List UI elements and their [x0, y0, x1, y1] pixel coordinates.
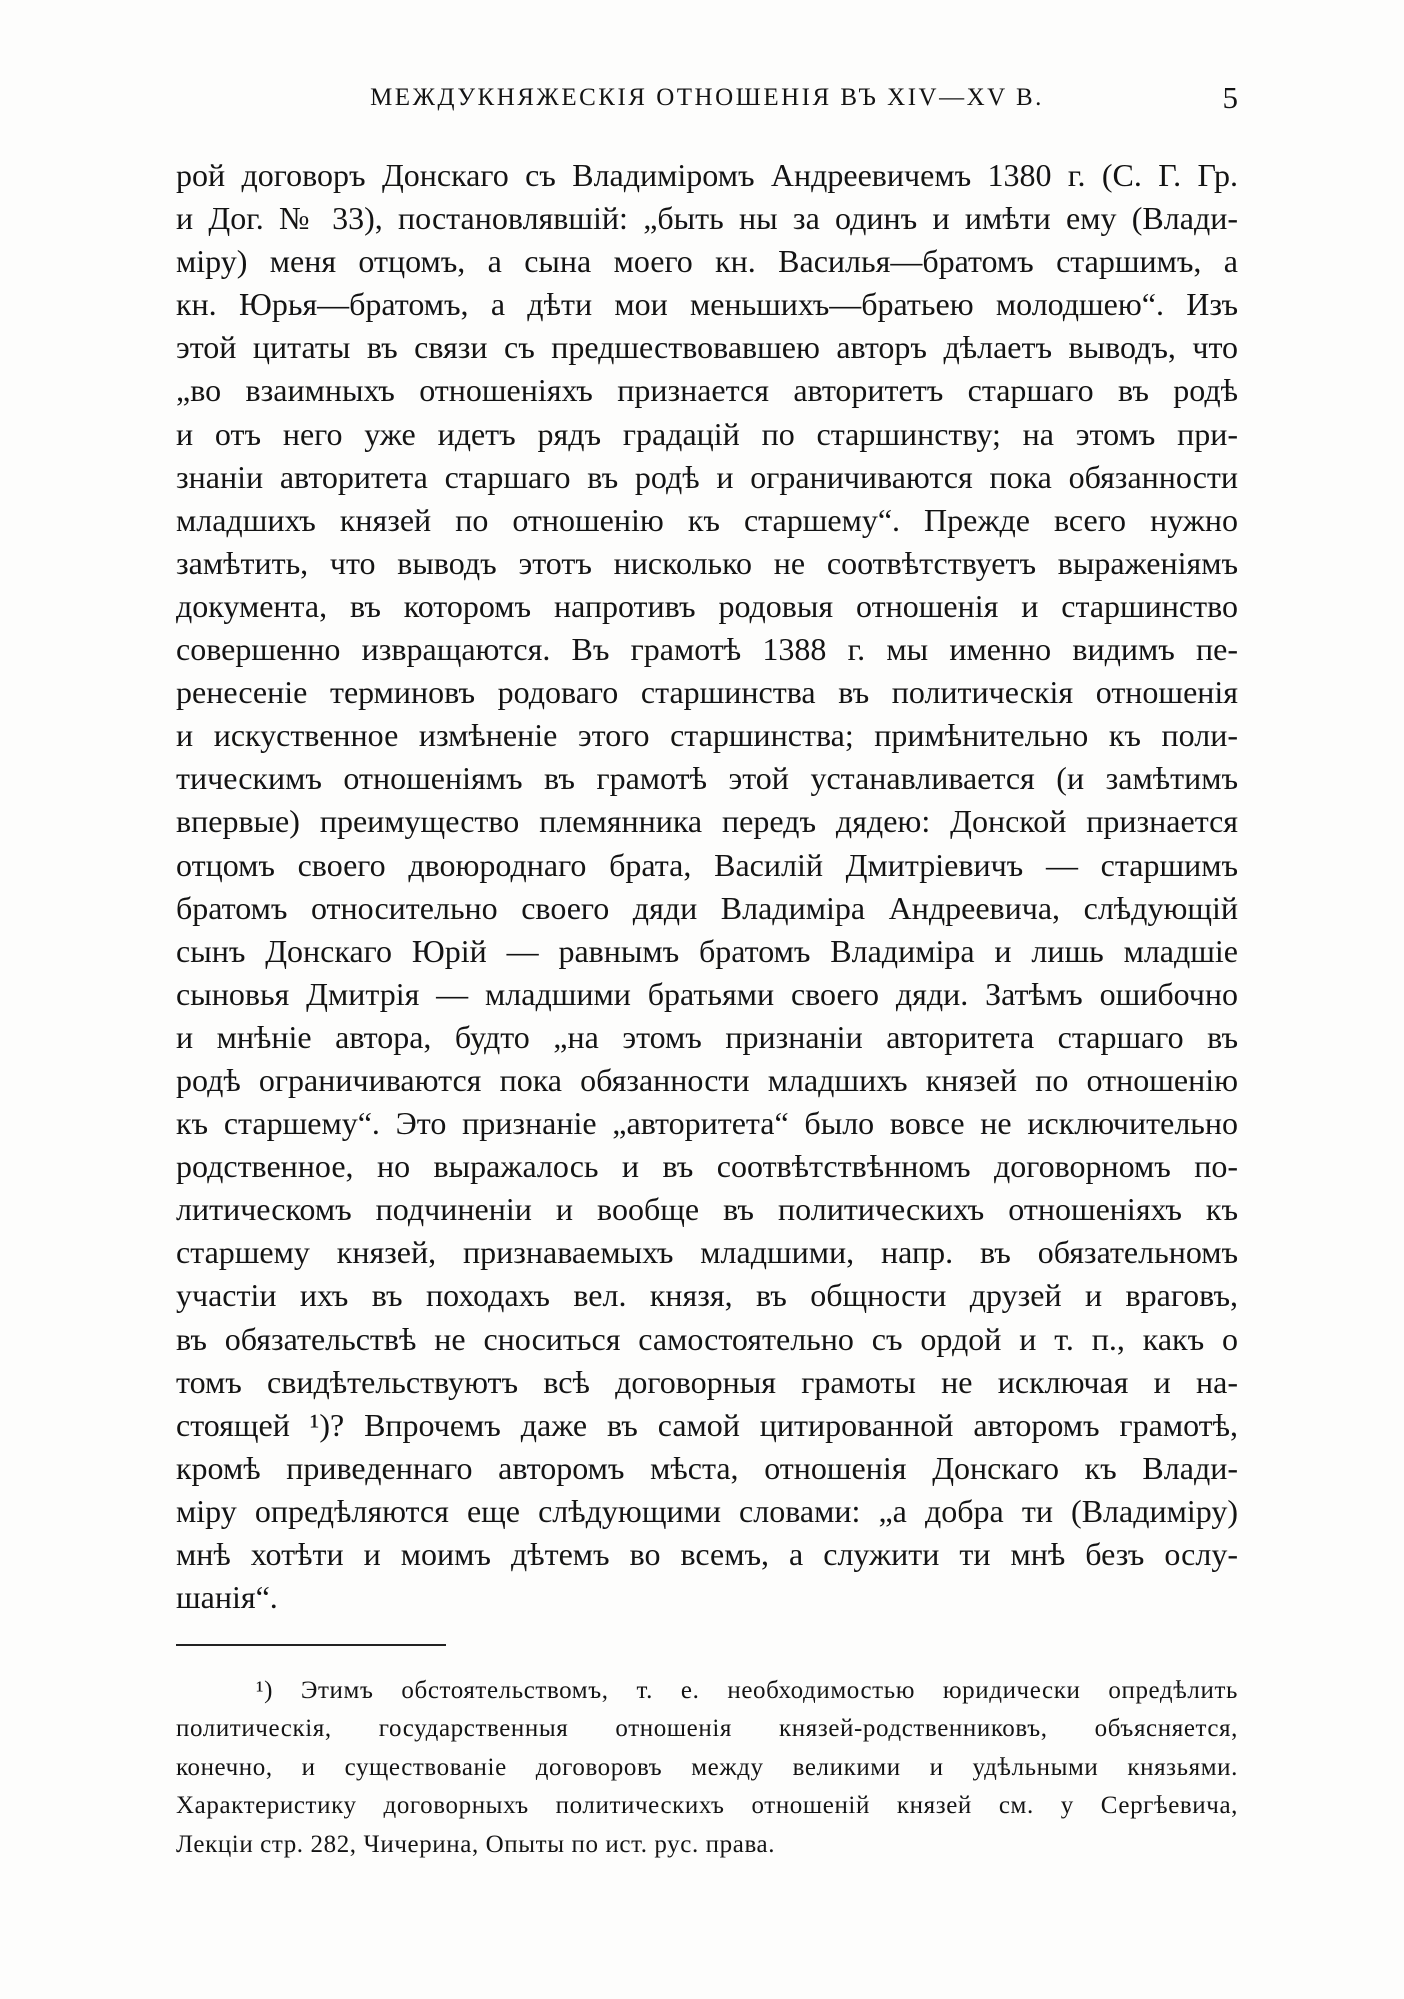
text-line: къ старшему“. Это признаніе „авторитета“ было вовсе не исключительно: [176, 1105, 1238, 1142]
text-line: замѣтить, что выводъ этотъ нисколько не соотвѣтствуетъ выраженіямъ: [176, 544, 1238, 581]
text-line: отцомъ своего двоюроднаго брата, Василій Дмитріевичъ — старшимъ: [176, 846, 1238, 883]
running-header: [176, 80, 1238, 120]
footnote-line: политическія, государственныя отношенія князей-родственниковъ, объясняется,: [176, 1715, 1238, 1743]
text-line: младшихъ князей по отношенію къ старшему“. Прежде всего нужно: [176, 501, 1238, 538]
text-line: документа, въ которомъ напротивъ родовыя отношенія и старшинство: [176, 587, 1238, 624]
footnote: [176, 1672, 1238, 1864]
text-line: и Дог. № 33), постановлявшій: „быть ны за одинъ и имѣти ему (Влади-: [176, 200, 1238, 237]
text-line: совершенно извращаются. Въ грамотѣ 1388 г. мы именно видимъ пе-: [176, 631, 1238, 668]
text-line: шанія“.: [176, 1579, 278, 1616]
text-line: міру) меня отцомъ, а сына моего кн. Василья—братомъ старшимъ, а: [176, 243, 1238, 280]
text-line: міру опредѣляются еще слѣдующими словами: „а добра ти (Владиміру): [176, 1492, 1238, 1529]
text-line: этой цитаты въ связи съ предшествовавшею авторъ дѣлаетъ выводъ, что: [176, 329, 1238, 366]
text-line: впервые) преимущество племянника передъ дядею: Донской признается: [176, 803, 1238, 840]
text-line: сыновья Дмитрія — младшими братьями своего дяди. Затѣмъ ошибочно: [176, 975, 1238, 1012]
text-line: ренесеніе терминовъ родоваго старшинства въ политическія отношенія: [176, 674, 1238, 711]
text-line: родѣ ограничиваются пока обязанности младшихъ князей по отношенію: [176, 1061, 1238, 1098]
text-line: тическимъ отношеніямъ въ грамотѣ этой устанавливается (и замѣтимъ: [176, 760, 1238, 797]
text-line: мнѣ хотѣти и моимъ дѣтемъ во всемъ, а служити ти мнѣ безъ ослу-: [176, 1536, 1238, 1572]
footnote-line: ¹) Этимъ обстоятельствомъ, т. е. необходимостью юридически опредѣлить: [256, 1677, 1238, 1704]
text-line: участіи ихъ въ походахъ вел. князя, въ общности друзей и враговъ,: [176, 1277, 1238, 1314]
text-line: стоящей ¹)? Впрочемъ даже въ самой цитированной авторомъ грамотѣ,: [176, 1406, 1238, 1443]
text-line: родственное, но выражалось и въ соотвѣтствѣнномъ договорномъ по-: [176, 1148, 1238, 1185]
running-title: МЕЖДУКНЯЖЕСКІЯ ОТНОШЕНІЯ ВЪ XIV—XV В.: [370, 84, 1044, 111]
text-line: „во взаимныхъ отношеніяхъ признается авторитетъ старшаго въ родѣ: [176, 372, 1238, 409]
footnote-line: конечно, и существованіе договоровъ между великими и удѣльными князьями.: [176, 1753, 1238, 1781]
page-number: 5: [1222, 80, 1238, 115]
main-text: [176, 154, 1238, 1624]
footnote-line: Характеристику договорныхъ политическихъ отношеній князей см. у Сергѣевича,: [176, 1792, 1238, 1820]
text-line: въ обязательствѣ не сноситься самостоятельно съ ордой и т. п., какъ о: [176, 1320, 1238, 1357]
text-line: и мнѣніе автора, будто „на этомъ признаніи авторитета старшаго въ: [176, 1018, 1238, 1055]
footnote-line: Лекціи стр. 282, Чичерина, Опыты по ист. рус. права.: [176, 1830, 776, 1858]
text-line: кромѣ приведеннаго авторомъ мѣста, отношенія Донскаго къ Влади-: [176, 1449, 1238, 1486]
footnote-separator: [176, 1644, 446, 1646]
text-line: томъ свидѣтельствуютъ всѣ договорныя грамоты не исключая и на-: [176, 1363, 1238, 1400]
text-line: сынъ Донскаго Юрій — равнымъ братомъ Владиміра и лишь младшіе: [176, 932, 1238, 969]
text-line: кн. Юрья—братомъ, а дѣти мои меньшихъ—братьею молодшею“. Изъ: [176, 286, 1238, 323]
text-line: рой договоръ Донскаго съ Владиміромъ Андреевичемъ 1380 г. (С. Г. Гр.: [176, 157, 1238, 193]
text-line: старшему князей, признаваемыхъ младшими, напр. въ обязательномъ: [176, 1234, 1238, 1271]
text-line: знаніи авторитета старшаго въ родѣ и ограничиваются пока обязанности: [176, 458, 1238, 495]
text-line: литическомъ подчиненіи и вообще въ политическихъ отношеніяхъ къ: [176, 1191, 1238, 1228]
text-line: и отъ него уже идетъ рядъ градацій по старшинству; на этомъ при-: [176, 415, 1238, 452]
text-line: братомъ относительно своего дяди Владиміра Андреевича, слѣдующій: [176, 889, 1238, 926]
text-line: и искуственное измѣненіе этого старшинства; примѣнительно къ поли-: [176, 717, 1238, 754]
